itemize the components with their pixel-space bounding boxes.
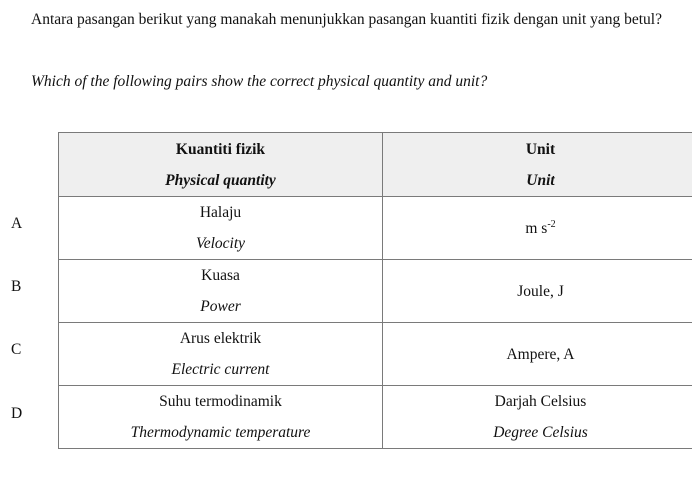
option-letter-a: A — [11, 215, 23, 232]
header-quantity-english: Physical quantity — [165, 171, 276, 189]
table-row-d — [59, 386, 692, 449]
header-unit-malay: Unit — [525, 140, 556, 158]
quantity-english-d: Thermodynamic temperature — [130, 424, 311, 441]
table-row-b — [59, 260, 692, 323]
unit-base-a: m s — [525, 219, 548, 237]
quantity-malay-a: Halaju — [199, 204, 242, 221]
quantity-cell-b — [59, 260, 383, 323]
quantity-malay-d: Suhu termodinamik — [159, 393, 282, 410]
option-letter-d: D — [11, 405, 23, 422]
table-row-c — [59, 323, 692, 386]
quantity-english-a: Velocity — [195, 235, 246, 252]
unit-english-d: Degree Celsius — [493, 424, 588, 441]
header-unit-english: Unit — [526, 171, 555, 189]
unit-cell-a — [383, 197, 692, 260]
question-text-english: Which of the following pairs show the correct physical quantity and unit? — [31, 73, 488, 90]
table-row-a — [59, 197, 692, 260]
unit-cell-c — [383, 323, 692, 386]
unit-base-c: Ampere, A — [506, 345, 575, 363]
header-unit — [383, 133, 692, 197]
header-quantity-malay: Kuantiti fizik — [175, 140, 266, 158]
unit-base-b: Joule, J — [517, 282, 564, 300]
unit-exponent-a: -2 — [547, 218, 556, 230]
quantity-cell-a — [59, 197, 383, 260]
unit-cell-d — [383, 386, 692, 449]
quantity-malay-c: Arus elektrik — [179, 330, 262, 347]
option-letter-b: B — [11, 278, 22, 295]
table-header-row — [59, 133, 692, 197]
quantity-malay-b: Kuasa — [201, 267, 240, 284]
header-quantity — [59, 133, 383, 197]
quantity-english-b: Power — [200, 298, 241, 315]
quantity-cell-d — [59, 386, 383, 449]
option-letter-c: C — [11, 341, 22, 358]
unit-malay-d: Darjah Celsius — [494, 393, 587, 410]
unit-cell-b — [383, 260, 692, 323]
answer-options-table — [58, 132, 692, 449]
quantity-english-c: Electric current — [171, 361, 270, 378]
question-text-malay: Antara pasangan berikut yang manakah menunjukkan pasangan kuantiti fizik dengan unit yang betul? — [31, 11, 662, 28]
quantity-cell-c — [59, 323, 383, 386]
